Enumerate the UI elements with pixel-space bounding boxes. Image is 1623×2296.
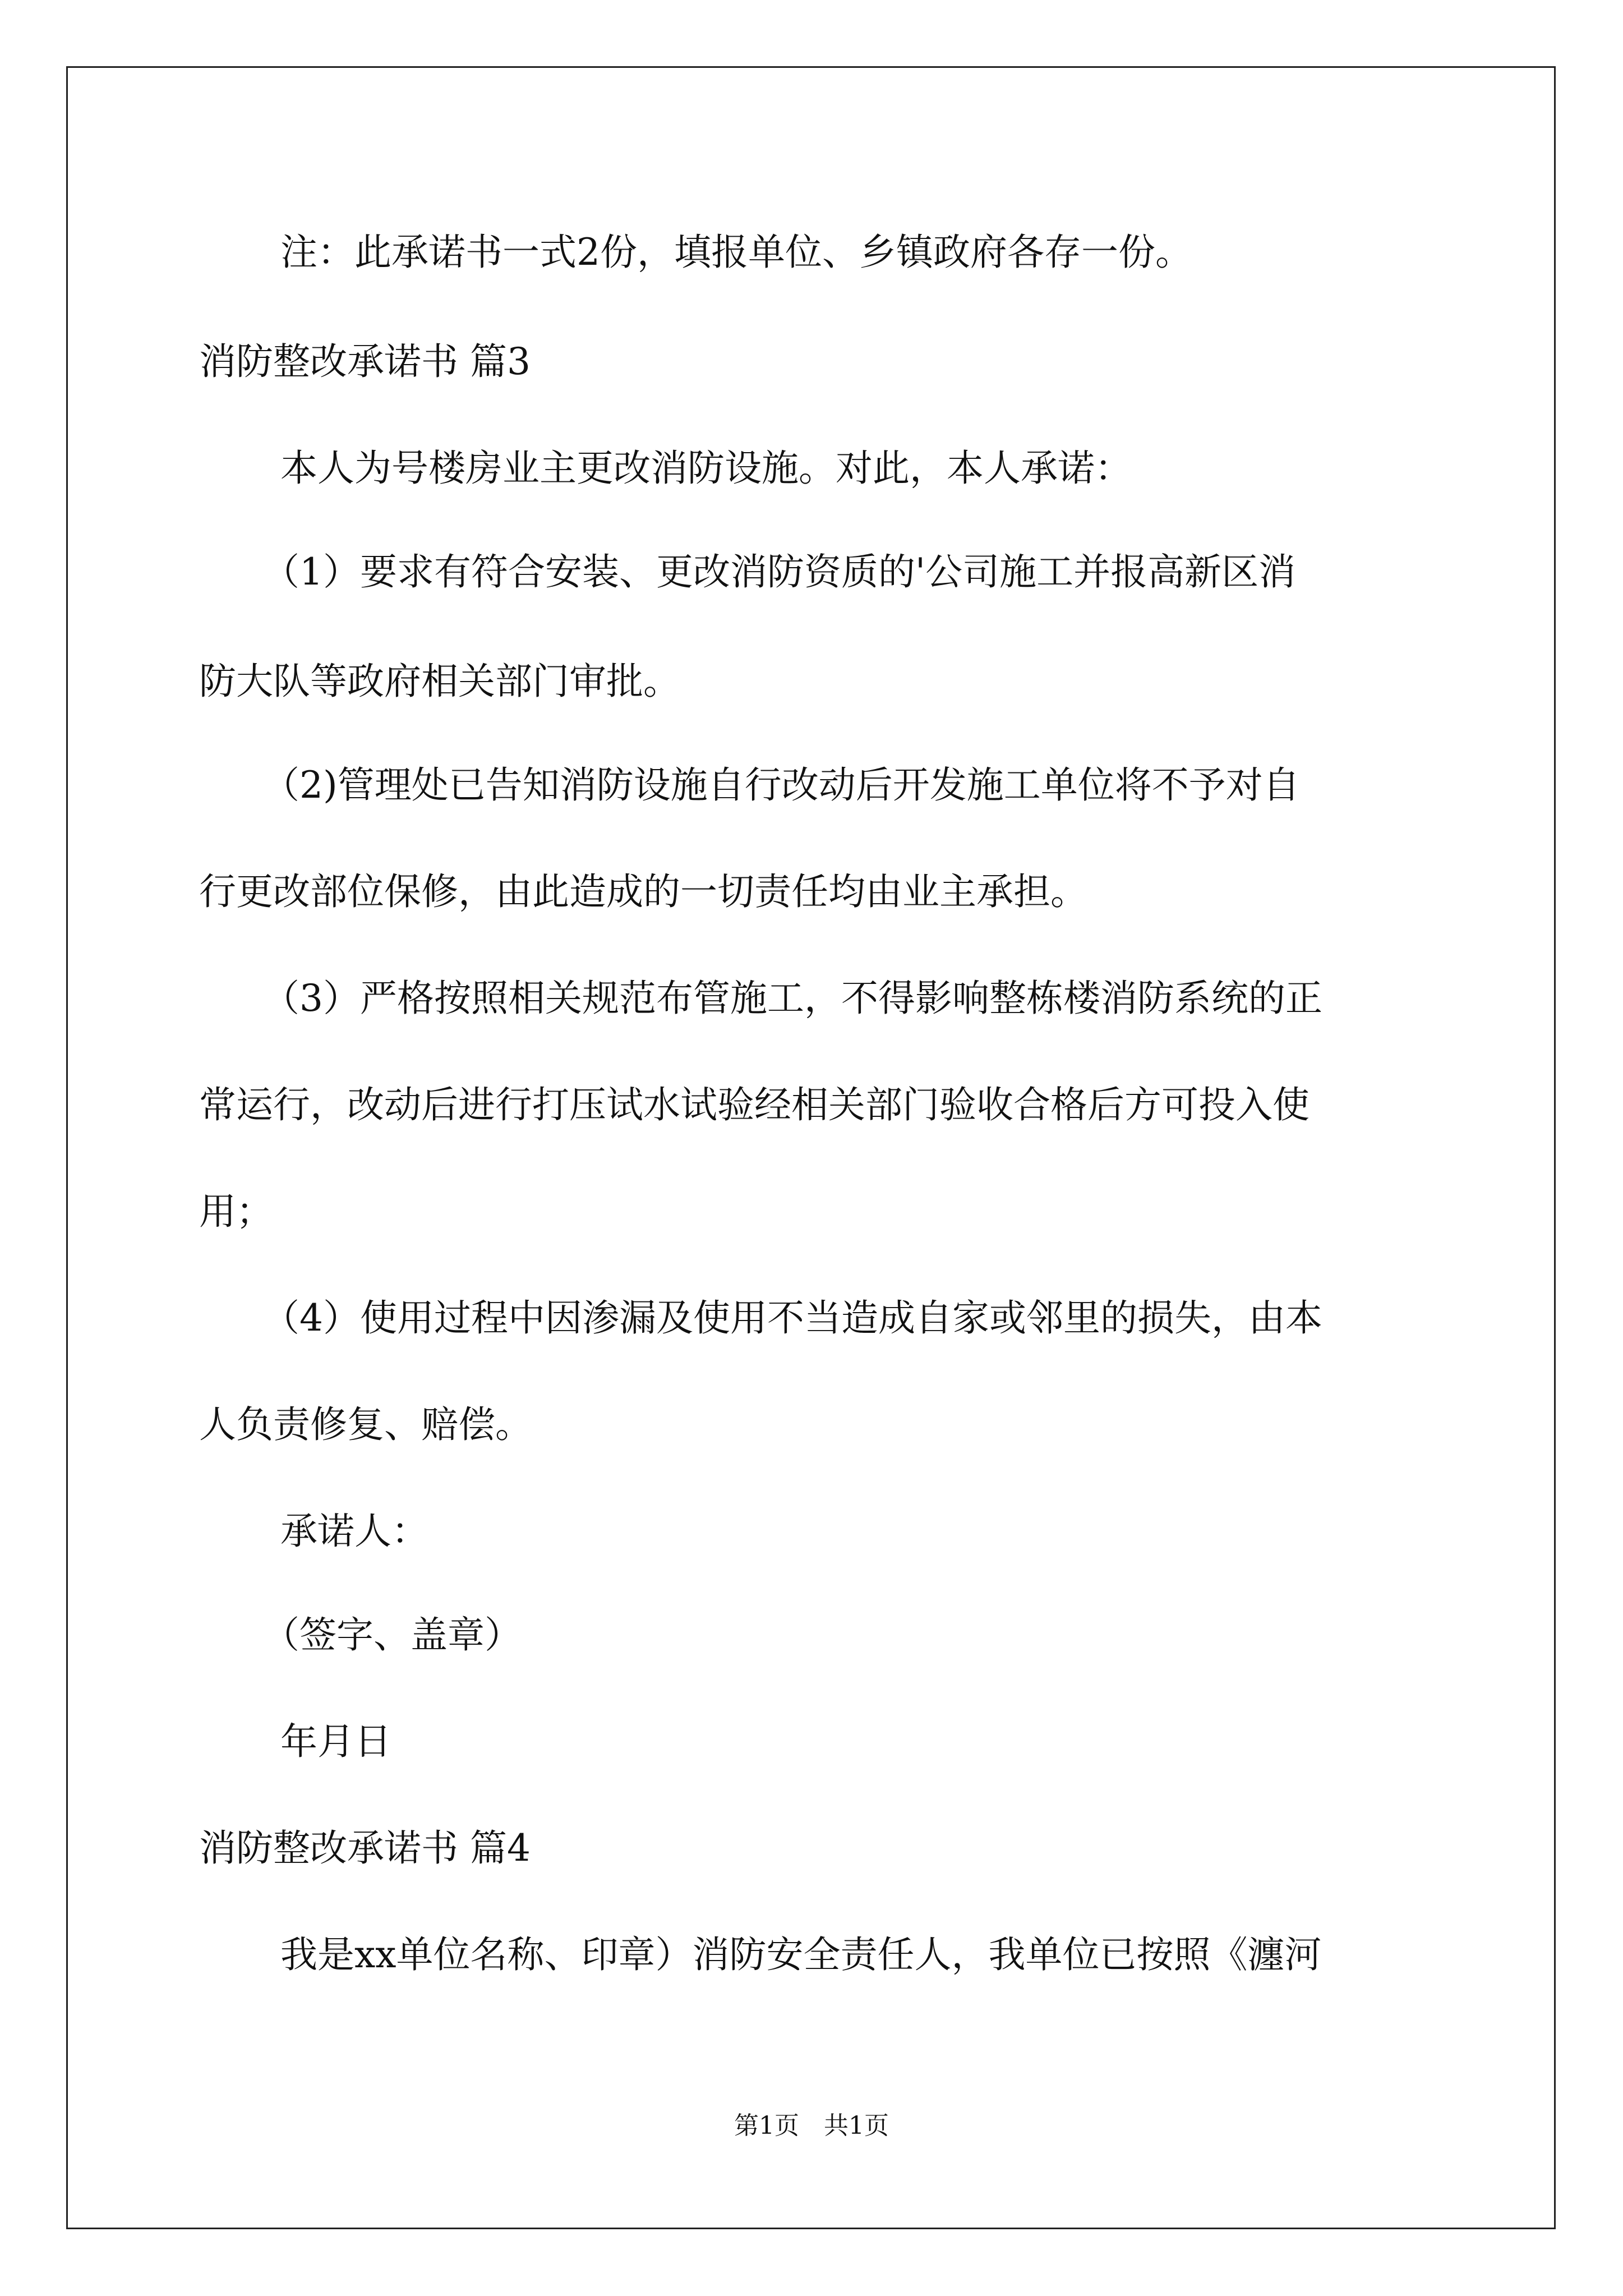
text-line: （3）严格按照相关规范布管施工，不得影响整栋楼消防系统的正 bbox=[262, 977, 1322, 1020]
text-line: （签字、盖章） bbox=[262, 1613, 522, 1657]
text-line: 本人为号楼房业主更改消防设施。对此，本人承诺： bbox=[280, 447, 1132, 490]
text-line: 行更改部位保修，由此造成的一切责任均由业主承担。 bbox=[199, 870, 1087, 913]
text-line: 注：此承诺书一式2份，填报单位、乡镇政府各存一份。 bbox=[280, 231, 1192, 274]
page-border bbox=[66, 66, 1556, 2229]
text-line: 防大队等政府相关部门审批。 bbox=[199, 660, 680, 703]
text-line: 我是xx单位名称、印章）消防安全责任人，我单位已按照《瀍河 bbox=[280, 1933, 1322, 1976]
section-heading: 消防整改承诺书 篇4 bbox=[199, 1826, 531, 1870]
text-line: （2)管理处已告知消防设施自行改动后开发施工单位将不予对自 bbox=[262, 763, 1300, 807]
text-line: 人负责修复、赔偿。 bbox=[199, 1403, 532, 1446]
text-line: （1）要求有符合安装、更改消防资质的'公司施工并报高新区消 bbox=[262, 550, 1296, 593]
section-heading: 消防整改承诺书 篇3 bbox=[199, 340, 531, 383]
text-line: （4）使用过程中因渗漏及使用不当造成自家或邻里的损失，由本 bbox=[262, 1296, 1322, 1340]
text-line: 承诺人： bbox=[280, 1510, 428, 1553]
text-line: 常运行，改动后进行打压试水试验经相关部门验收合格后方可投入使 bbox=[199, 1083, 1310, 1126]
text-line: 年月日 bbox=[280, 1720, 391, 1763]
page-footer: 第1页 共1页 bbox=[734, 2111, 889, 2140]
text-line: 用； bbox=[199, 1190, 273, 1233]
